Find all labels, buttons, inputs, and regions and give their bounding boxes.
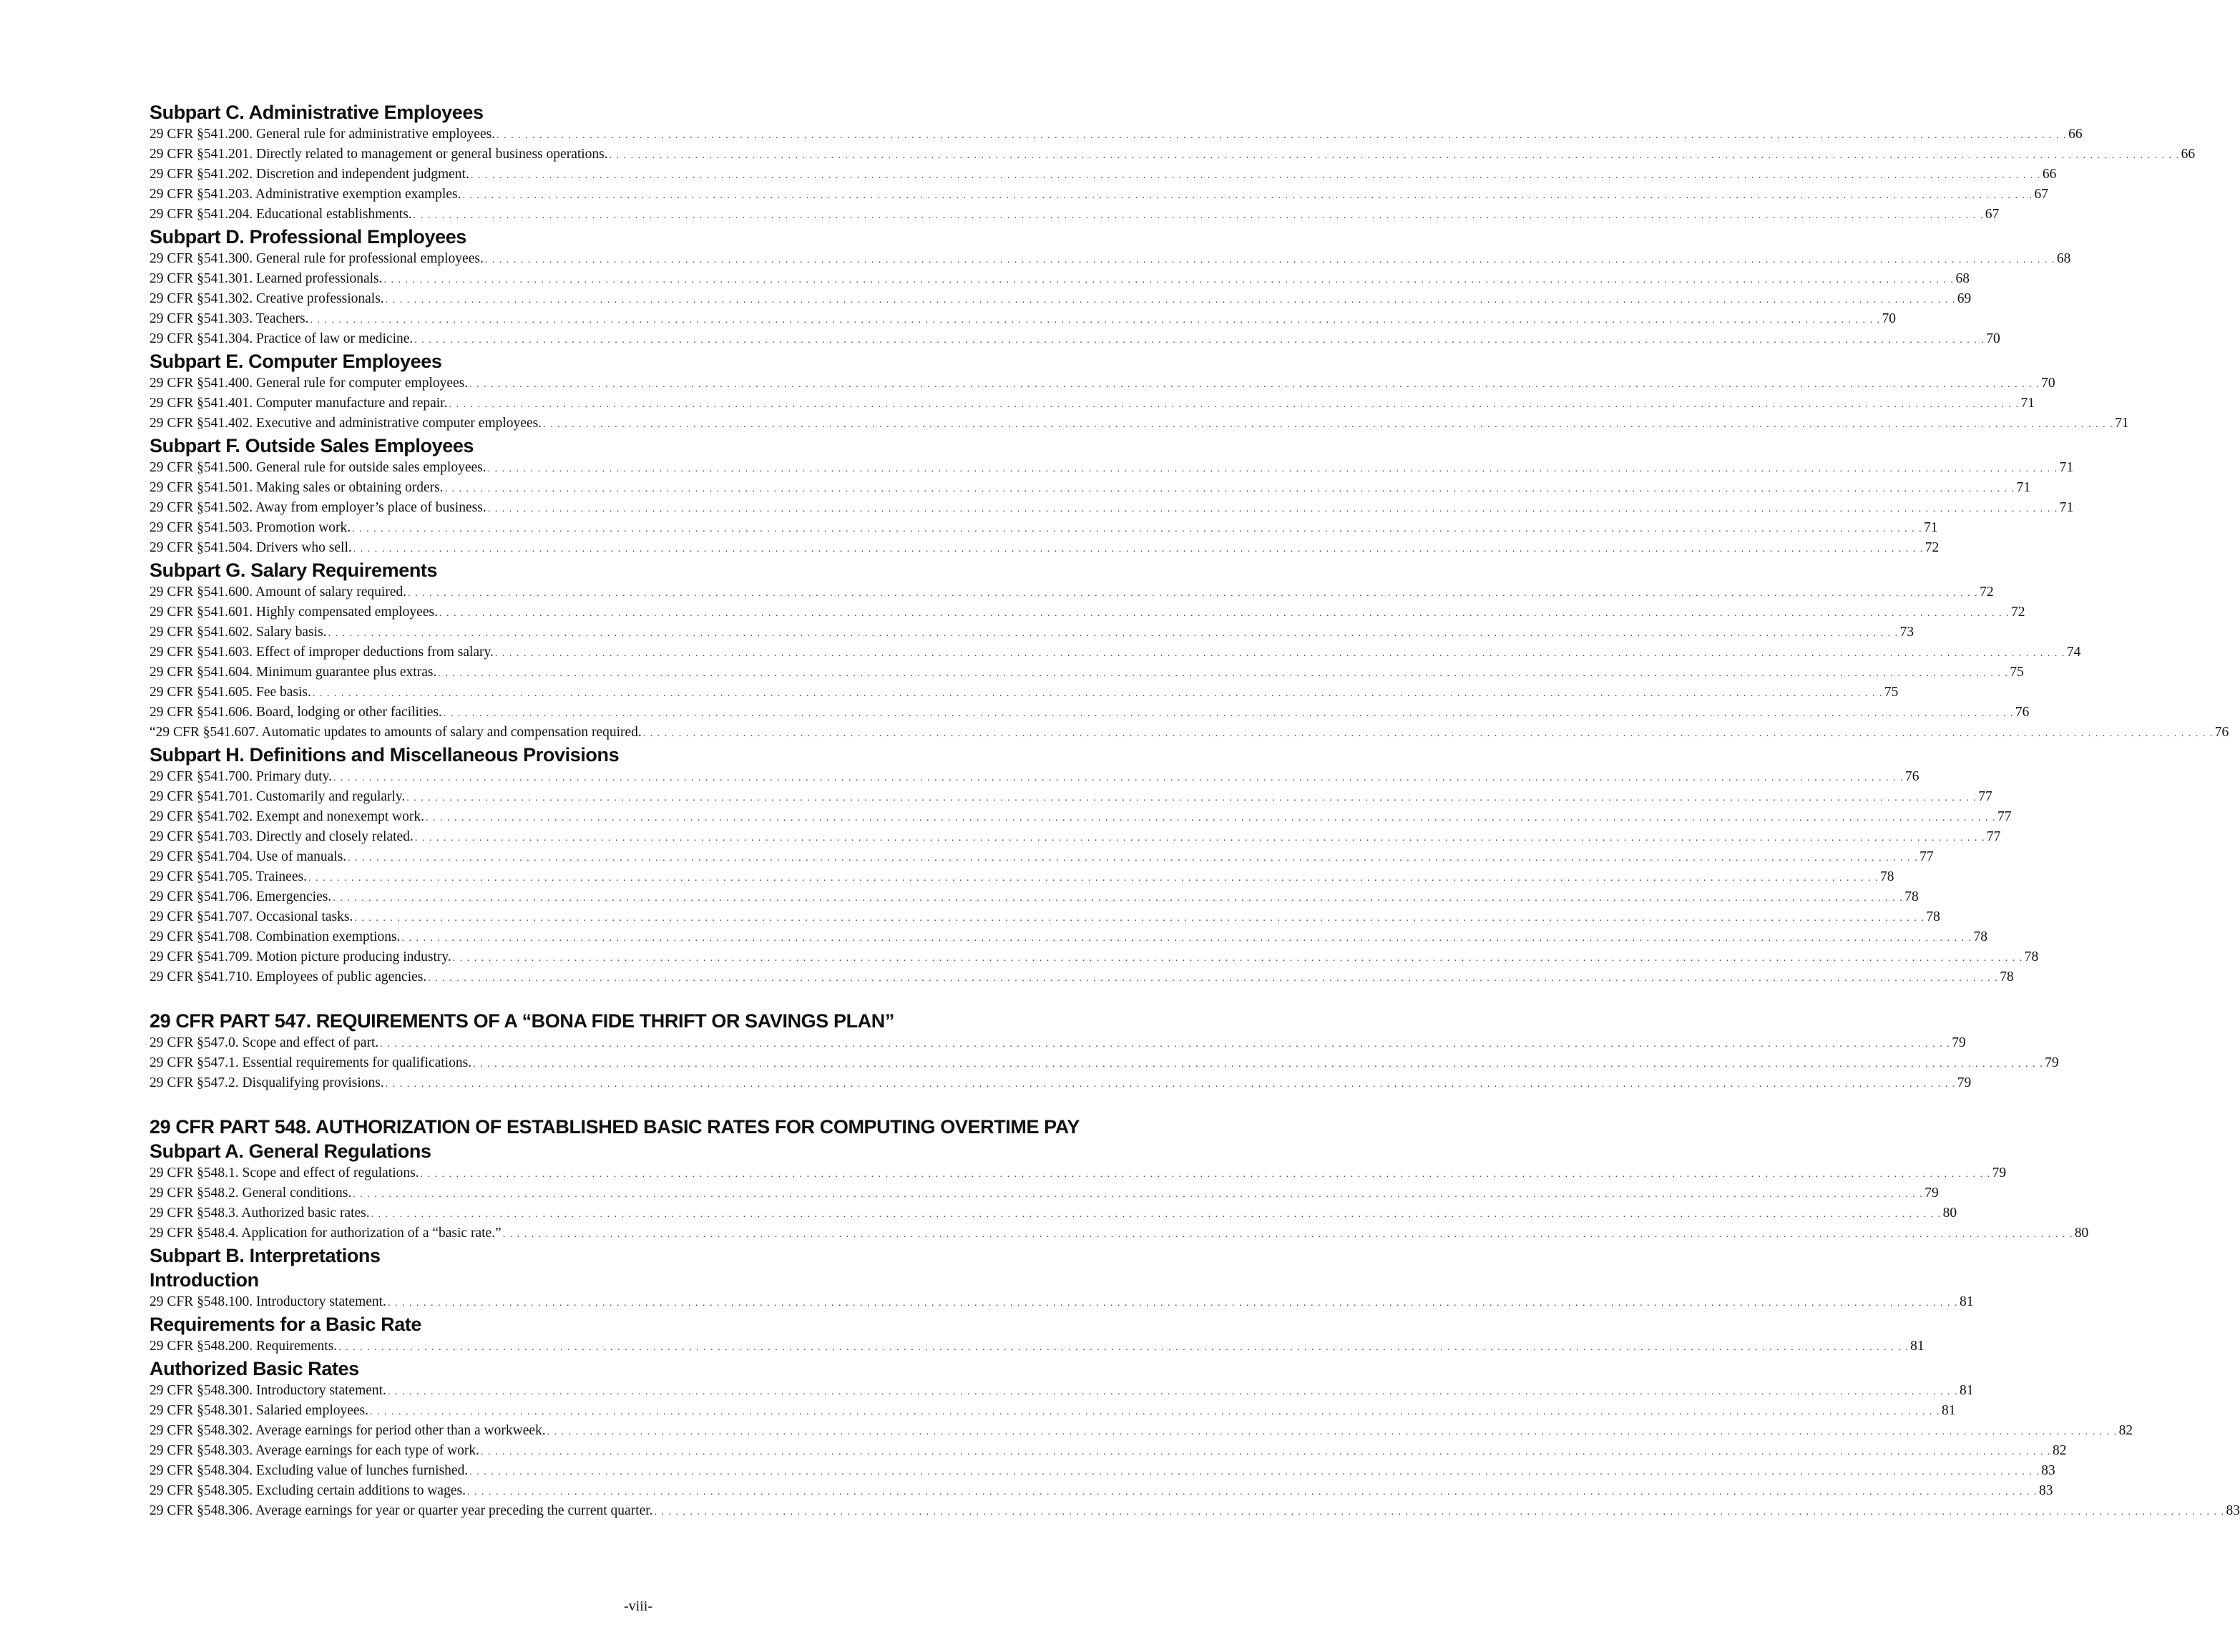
toc-entry-page-number: 70 (1986, 331, 2000, 346)
toc-entry-page-number: 70 (2041, 376, 2055, 391)
section-heading: Subpart B. Interpretations (150, 1245, 381, 1266)
toc-entry-title: 29 CFR §541.303. Teachers. (150, 311, 309, 326)
toc-entry[interactable] (150, 1053, 2059, 1073)
toc-entry-title: 29 CFR §548.301. Salaried employees. (150, 1403, 369, 1418)
toc-entry-title: 29 CFR §541.701. Customarily and regularly. (150, 789, 406, 804)
toc-entry[interactable] (150, 847, 1934, 867)
dot-leader: . . . . . . . . . . . . . . . . . . . . . . . . . . . . . . . . . . . . . . . . . . . . . . . . . . . . . . . . . . . . . . . . . . . . . . . . . . . . . . . . . . . . . . . . . . . . . . . . . . . . . . . . . . . . . . . . . . . . . . . . . . . . . . . . . . . . . . . . . . . . . . . . . . . . . . . . . . . . . . . . . . . . . . . . . . . . . . . . . . . . . . . . . . . . . . . . . . . . . . . . . . . . . . . . . . . . . . . . . . . . (348, 853, 1919, 864)
toc-entry[interactable] (150, 1441, 2067, 1461)
dot-leader: . . . . . . . . . . . . . . . . . . . . . . . . . . . . . . . . . . . . . . . . . . . . . . . . . . . . . . . . . . . . . . . . . . . . . . . . . . . . . . . . . . . . . . . . . . . . . . . . . . . . . . . . . . . . . . . . . . . . . . . . . . . . . . . . . . . . . . . . . . . . . . . . . . . . . . . . . . . . . . . . . . . . . . . . . . . . . . . . . . . . . . . . . . . . . . . . . . . . . . . . . . . . . . . . . . . . . . . . . . . . (414, 335, 1985, 346)
toc-entry[interactable] (150, 887, 1919, 907)
dot-leader: . . . . . . . . . . . . . . . . . . . . . . . . . . . . . . . . . . . . . . . . . . . . . . . . . . . . . . . . . . . . . . . . . . . . . . . . . . . . . . . . . . . . . . . . . . . . . . . . . . . . . . . . . . . . . . . . . . . . . . . . . . . . . . . . . . . . . . . . . . . . . . . . . . . . . . . . . . . . . . . . . . . . . . . . . . . . . . . . . . . . . . . . . . . . . . . . . . . . . . . . . . . . . . . . . . . . . . . . . . . . (387, 1298, 1958, 1309)
dot-leader: . . . . . . . . . . . . . . . . . . . . . . . . . . . . . . . . . . . . . . . . . . . . . . . . . . . . . . . . . . . . . . . . . . . . . . . . . . . . . . . . . . . . . . . . . . . . . . . . . . . . . . . . . . . . . . . . . . . . . . . . . . . . . . . . . . . . . . . . . . . . . . . . . . . . . . . . . . . . . . . . . . . . . . . . . . . . . . . . . . . . . . . . . . . . . . . . . . . . . . . . . . . . . . . . . . . . . . . . . . . . (642, 728, 2214, 739)
section-heading: Introduction (150, 1269, 259, 1291)
toc-entry-title: 29 CFR §548.3. Authorized basic rates. (150, 1206, 370, 1221)
toc-entry[interactable] (150, 967, 2014, 987)
toc-entry-title: 29 CFR §541.504. Drivers who sell. (150, 540, 352, 555)
toc-entry-page-number: 71 (2020, 396, 2035, 411)
toc-entry-title: 29 CFR §548.300. Introductory statement. (150, 1383, 386, 1398)
dot-leader: . . . . . . . . . . . . . . . . . . . . . . . . . . . . . . . . . . . . . . . . . . . . . . . . . . . . . . . . . . . . . . . . . . . . . . . . . . . . . . . . . . . . . . . . . . . . . . . . . . . . . . . . . . . . . . . . . . . . . . . . . . . . . . . . . . . . . . . . . . . . . . . . . . . . . . . . . . . . . . . . . . . . . . . . . . . . . . . . . . . . . . . . . . . . . . . . . . . . . . . . . . . . . . . . . . . . . . . . . . . . (473, 1059, 2044, 1070)
dot-leader: . . . . . . . . . . . . . . . . . . . . . . . . . . . . . . . . . . . . . . . . . . . . . . . . . . . . . . . . . . . . . . . . . . . . . . . . . . . . . . . . . . . . . . . . . . . . . . . . . . . . . . . . . . . . . . . . . . . . . . . . . . . . . . . . . . . . . . . . . . . . . . . . . . . . . . . . . . . . . . . . . . . . . . . . . . . . . . . . . . . . . . . . . . . . . . . . . . . . . . . . . . . . . . . . . . . . . . . . . . . . (380, 1039, 1951, 1050)
toc-entry-page-number: 72 (1924, 540, 1940, 555)
toc-entry-title: 29 CFR §541.603. Effect of improper deductions from salary. (150, 645, 494, 660)
toc-entry-title: “29 CFR §541.607. Automatic updates to amounts of salary and compensation required. (150, 725, 642, 740)
dot-leader: . . . . . . . . . . . . . . . . . . . . . . . . . . . . . . . . . . . . . . . . . . . . . . . . . . . . . . . . . . . . . . . . . . . . . . . . . . . . . . . . . . . . . . . . . . . . . . . . . . . . . . . . . . . . . . . . . . . . . . . . . . . . . . . . . . . . . . . . . . . . . . . . . . . . . . . . . . . . . . . . . . . . . . . . . . . . . . . . . . . . . . . . . . . . . . . . . . . . . . . . . . . . . . . . . . . . . . . . . . . . (385, 1079, 1956, 1090)
dot-leader: . . . . . . . . . . . . . . . . . . . . . . . . . . . . . . . . . . . . . . . . . . . . . . . . . . . . . . . . . . . . . . . . . . . . . . . . . . . . . . . . . . . . . . . . . . . . . . . . . . . . . . . . . . . . . . . . . . . . . . . . . . . . . . . . . . . . . . . . . . . . . . . . . . . . . . . . . . . . . . . . . . . . . . . . . . . . . . . . . . . . . . . . . . . . . . . . . . . . . . . . . . . . . . . . . . . . . . . . . . . . (543, 419, 2114, 430)
toc-entry-title: 29 CFR §548.2. General conditions. (150, 1186, 352, 1201)
toc-entry-title: 29 CFR §548.305. Excluding certain additions to wages. (150, 1483, 466, 1498)
toc-entry[interactable] (150, 518, 1938, 538)
toc-entry-page-number: 73 (1899, 625, 1914, 640)
toc-entry-page-number: 76 (1904, 769, 1919, 784)
dot-leader: . . . . . . . . . . . . . . . . . . . . . . . . . . . . . . . . . . . . . . . . . . . . . . . . . . . . . . . . . . . . . . . . . . . . . . . . . . . . . . . . . . . . . . . . . . . . . . . . . . . . . . . . . . . . . . . . . . . . . . . . . . . . . . . . . . . . . . . . . . . . . . . . . . . . . . . . . . . . . . . . . . . . . . . . . . . . . . . . . . . . . . . . . . . . . . . . . . . . . . . . . . . . . . . . . . . . . . . . . . . . (497, 130, 2068, 141)
toc-entry-page-number: 66 (2068, 127, 2083, 142)
toc-entry-page-number: 78 (2024, 949, 2039, 964)
dot-leader: . . . . . . . . . . . . . . . . . . . . . . . . . . . . . . . . . . . . . . . . . . . . . . . . . . . . . . . . . . . . . . . . . . . . . . . . . . . . . . . . . . . . . . . . . . . . . . . . . . . . . . . . . . . . . . . . . . . . . . . . . . . . . . . . . . . . . . . . . . . . . . . . . . . . . . . . . . . . . . . . . . . . . . . . . . . . . . . . . . . . . . . . . . . . . . . . . . . . . . . . . . . . . . . . . . . . . . . . . . . . (470, 170, 2041, 181)
toc-entry-page-number: 77 (1997, 809, 2012, 824)
section-heading: Authorized Basic Rates (150, 1358, 359, 1379)
toc-entry[interactable] (150, 1223, 2089, 1243)
dot-leader: . . . . . . . . . . . . . . . . . . . . . . . . . . . . . . . . . . . . . . . . . . . . . . . . . . . . . . . . . . . . . . . . . . . . . . . . . . . . . . . . . . . . . . . . . . . . . . . . . . . . . . . . . . . . . . . . . . . . . . . . . . . . . . . . . . . . . . . . . . . . . . . . . . . . . . . . . . . . . . . . . . . . . . . . . . . . . . . . . . . . . . . . . . . . . . . . . . . . . . . . . . . . . . . . . . . . . . . . . . . . (439, 608, 2010, 619)
dot-leader: . . . . . . . . . . . . . . . . . . . . . . . . . . . . . . . . . . . . . . . . . . . . . . . . . . . . . . . . . . . . . . . . . . . . . . . . . . . . . . . . . . . . . . . . . . . . . . . . . . . . . . . . . . . . . . . . . . . . . . . . . . . . . . . . . . . . . . . . . . . . . . . . . . . . . . . . . . . . . . . . . . . . . . . . . . . . . . . . . . . . . . . . . . . . . . . . . . . . . . . . . . . . . . . . . . . . . . . . . . . . (420, 1169, 1991, 1180)
dot-leader: . . . . . . . . . . . . . . . . . . . . . . . . . . . . . . . . . . . . . . . . . . . . . . . . . . . . . . . . . . . . . . . . . . . . . . . . . . . . . . . . . . . . . . . . . . . . . . . . . . . . . . . . . . . . . . . . . . . . . . . . . . . . . . . . . . . . . . . . . . . . . . . . . . . . . . . . . . . . . . . . . . . . . . . . . . . . . . . . . . . . . . . . . . . . . . . . . . . . . . . . . . . . . . . . . . . . . . . . . . . . (387, 1387, 1958, 1397)
toc-entry-title: 29 CFR §548.302. Average earnings for period other than a workweek. (150, 1423, 546, 1438)
toc-entry-title: 29 CFR §541.502. Away from employer’s place of business. (150, 500, 486, 515)
toc-entry[interactable] (150, 1461, 2055, 1481)
dot-leader: . . . . . . . . . . . . . . . . . . . . . . . . . . . . . . . . . . . . . . . . . . . . . . . . . . . . . . . . . . . . . . . . . . . . . . . . . . . . . . . . . . . . . . . . . . . . . . . . . . . . . . . . . . . . . . . . . . . . . . . . . . . . . . . . . . . . . . . . . . . . . . . . . . . . . . . . . . . . . . . . . . . . . . . . . . . . . . . . . . . . . . . . . . . . . . . . . . . . . . . . . . . . . . . . . . . . . . . . . . . . (338, 1342, 1909, 1353)
toc-entry-title: 29 CFR §541.604. Minimum guarantee plus extras. (150, 665, 437, 680)
toc-entry-page-number: 81 (1959, 1294, 1974, 1309)
toc-entry-title: 29 CFR §541.702. Exempt and nonexempt work. (150, 809, 425, 824)
toc-entry-title: 29 CFR §541.705. Trainees. (150, 869, 307, 884)
toc-entry-page-number: 75 (1884, 685, 1899, 700)
toc-entry-title: 29 CFR §547.2. Disqualifying provisions. (150, 1075, 384, 1090)
part-heading: 29 CFR PART 548. AUTHORIZATION OF ESTABLISHED BASIC RATES FOR COMPUTING OVERTIME PAY (150, 1116, 1080, 1138)
toc-entry[interactable] (150, 1073, 1972, 1093)
toc-entry-title: 29 CFR §541.200. General rule for administrative employees. (150, 127, 496, 142)
dot-leader: . . . . . . . . . . . . . . . . . . . . . . . . . . . . . . . . . . . . . . . . . . . . . . . . . . . . . . . . . . . . . . . . . . . . . . . . . . . . . . . . . . . . . . . . . . . . . . . . . . . . . . . . . . . . . . . . . . . . . . . . . . . . . . . . . . . . . . . . . . . . . . . . . . . . . . . . . . . . . . . . . . . . . . . . . . . . . . . . . . . . . . . . . . . . . . . . . . . . . . . . . . . . . . . . . . . . . . . . . . . . (487, 464, 2058, 474)
toc-entry-page-number: 82 (2053, 1443, 2067, 1458)
dot-leader: . . . . . . . . . . . . . . . . . . . . . . . . . . . . . . . . . . . . . . . . . . . . . . . . . . . . . . . . . . . . . . . . . . . . . . . . . . . . . . . . . . . . . . . . . . . . . . . . . . . . . . . . . . . . . . . . . . . . . . . . . . . . . . . . . . . . . . . . . . . . . . . . . . . . . . . . . . . . . . . . . . . . . . . . . . . . . . . . . . . . . . . . . . . . . . . . . . . . . . . . . . . . . . . . . . . . . . . . . . . . (487, 504, 2058, 514)
toc-entry[interactable] (150, 1203, 1957, 1223)
toc-entry[interactable] (150, 807, 2012, 827)
page-number: -viii- (624, 1598, 652, 1614)
toc-entry-page-number: 75 (2010, 665, 2024, 680)
toc-entry-title: 29 CFR §541.710. Employees of public agencies. (150, 969, 427, 984)
toc-entry[interactable] (150, 269, 1970, 289)
section-heading: Requirements for a Basic Rate (150, 1314, 422, 1335)
toc-entry[interactable] (150, 205, 2000, 225)
toc-entry-title: 29 CFR §541.202. Discretion and independent judgment. (150, 167, 469, 182)
toc-entry[interactable] (150, 145, 2196, 165)
toc-entry-page-number: 83 (2226, 1503, 2240, 1518)
section-heading: Subpart D. Professional Employees (150, 226, 466, 248)
toc-entry[interactable] (150, 663, 2024, 683)
toc-entry[interactable] (150, 1401, 1956, 1421)
dot-leader: . . . . . . . . . . . . . . . . . . . . . . . . . . . . . . . . . . . . . . . . . . . . . . . . . . . . . . . . . . . . . . . . . . . . . . . . . . . . . . . . . . . . . . . . . . . . . . . . . . . . . . . . . . . . . . . . . . . . . . . . . . . . . . . . . . . . . . . . . . . . . . . . . . . . . . . . . . . . . . . . . . . . . . . . . . . . . . . . . . . . . . . . . . . . . . . . . . . . . . . . . . . . . . . . . . . . . . . . . . . . (469, 1467, 2040, 1477)
toc-entry-page-number: 71 (2059, 500, 2074, 515)
dot-leader: . . . . . . . . . . . . . . . . . . . . . . . . . . . . . . . . . . . . . . . . . . . . . . . . . . . . . . . . . . . . . . . . . . . . . . . . . . . . . . . . . . . . . . . . . . . . . . . . . . . . . . . . . . . . . . . . . . . . . . . . . . . . . . . . . . . . . . . . . . . . . . . . . . . . . . . . . . . . . . . . . . . . . . . . . . . . . . . . . . . . . . . . . . . . . . . . . . . . . . . . . . . . . . . . . . . . . . . . . . . . (310, 315, 1881, 326)
dot-leader: . . . . . . . . . . . . . . . . . . . . . . . . . . . . . . . . . . . . . . . . . . . . . . . . . . . . . . . . . . . . . . . . . . . . . . . . . . . . . . . . . . . . . . . . . . . . . . . . . . . . . . . . . . . . . . . . . . . . . . . . . . . . . . . . . . . . . . . . . . . . . . . . . . . . . . . . . . . . . . . . . . . . . . . . . . . . . . . . . . . . . . . . . . . . . . . . . . . . . . . . . . . . . . . . . . . . . . . . . . . . (328, 628, 1899, 639)
dot-leader: . . . . . . . . . . . . . . . . . . . . . . . . . . . . . . . . . . . . . . . . . . . . . . . . . . . . . . . . . . . . . . . . . . . . . . . . . . . . . . . . . . . . . . . . . . . . . . . . . . . . . . . . . . . . . . . . . . . . . . . . . . . . . . . . . . . . . . . . . . . . . . . . . . . . . . . . . . . . . . . . . . . . . . . . . . . . . . . . . . . . . . . . . . . . . . . . . . . . . . . . . . . . . . . . . . . . . . . . . . . . (452, 953, 2023, 964)
toc-entry-page-number: 79 (1992, 1165, 2007, 1181)
dot-leader: . . . . . . . . . . . . . . . . . . . . . . . . . . . . . . . . . . . . . . . . . . . . . . . . . . . . . . . . . . . . . . . . . . . . . . . . . . . . . . . . . . . . . . . . . . . . . . . . . . . . . . . . . . . . . . . . . . . . . . . . . . . . . . . . . . . . . . . . . . . . . . . . . . . . . . . . . . . . . . . . . . . . . . . . . . . . . . . . . . . . . . . . . . . . . . . . . . . . . . . . . . . . . . . . . . . . . . . . . . . . (312, 688, 1883, 699)
toc-entry-page-number: 70 (1882, 311, 1897, 326)
dot-leader: . . . . . . . . . . . . . . . . . . . . . . . . . . . . . . . . . . . . . . . . . . . . . . . . . . . . . . . . . . . . . . . . . . . . . . . . . . . . . . . . . . . . . . . . . . . . . . . . . . . . . . . . . . . . . . . . . . . . . . . . . . . . . . . . . . . . . . . . . . . . . . . . . . . . . . . . . . . . . . . . . . . . . . . . . . . . . . . . . . . . . . . . . . . . . . . . . . . . . . . . . . . . . . . . . . . . . . . . . . . . (466, 1487, 2038, 1497)
toc-entry[interactable] (150, 1183, 1939, 1203)
toc-entry-title: 29 CFR §541.400. General rule for computer employees. (150, 376, 469, 391)
toc-entry[interactable] (150, 622, 1914, 642)
toc-entry-title: 29 CFR §541.707. Occasional tasks. (150, 909, 353, 924)
toc-entry[interactable] (150, 498, 2074, 518)
toc-entry-page-number: 78 (1879, 869, 1894, 884)
dot-leader: . . . . . . . . . . . . . . . . . . . . . . . . . . . . . . . . . . . . . . . . . . . . . . . . . . . . . . . . . . . . . . . . . . . . . . . . . . . . . . . . . . . . . . . . . . . . . . . . . . . . . . . . . . . . . . . . . . . . . . . . . . . . . . . . . . . . . . . . . . . . . . . . . . . . . . . . . . . . . . . . . . . . . . . . . . . . . . . . . . . . . . . . . . . . . . . . . . . . . . . . . . . . . . . . . . . . . . . . . . . . (547, 1427, 2118, 1437)
toc-entry-title: 29 CFR §547.0. Scope and effect of part. (150, 1035, 379, 1050)
toc-entry[interactable] (150, 907, 1940, 927)
section-heading: Subpart G. Salary Requirements (150, 559, 438, 581)
toc-entry-title: 29 CFR §541.600. Amount of salary required. (150, 585, 407, 600)
dot-leader: . . . . . . . . . . . . . . . . . . . . . . . . . . . . . . . . . . . . . . . . . . . . . . . . . . . . . . . . . . . . . . . . . . . . . . . . . . . . . . . . . . . . . . . . . . . . . . . . . . . . . . . . . . . . . . . . . . . . . . . . . . . . . . . . . . . . . . . . . . . . . . . . . . . . . . . . . . . . . . . . . . . . . . . . . . . . . . . . . . . . . . . . . . . . . . . . . . . . . . . . . . . . . . . . . . . . . . . . . . . . (444, 484, 2015, 494)
section-heading: Subpart F. Outside Sales Employees (150, 435, 474, 456)
toc-entry[interactable] (150, 867, 1894, 887)
toc-entry[interactable] (150, 767, 1919, 787)
toc-entry-title: 29 CFR §541.301. Learned professionals. (150, 271, 383, 286)
toc-entry[interactable] (150, 1033, 1966, 1053)
toc-entry[interactable] (150, 309, 1897, 329)
dot-leader: . . . . . . . . . . . . . . . . . . . . . . . . . . . . . . . . . . . . . . . . . . . . . . . . . . . . . . . . . . . . . . . . . . . . . . . . . . . . . . . . . . . . . . . . . . . . . . . . . . . . . . . . . . . . . . . . . . . . . . . . . . . . . . . . . . . . . . . . . . . . . . . . . . . . . . . . . . . . . . . . . . . . . . . . . . . . . . . . . . . . . . . . . . . . . . . . . . . . . . . . . . . . . . . . . . . . . . . . . . . . (449, 399, 2020, 410)
toc-entry-page-number: 68 (2056, 251, 2071, 266)
toc-entry-page-number: 72 (1980, 585, 1994, 600)
part-heading: 29 CFR PART 547. REQUIREMENTS OF A “BONA FIDE THRIFT OR SAVINGS PLAN” (150, 1010, 894, 1032)
toc-entry-title: 29 CFR §548.306. Average earnings for year or quarter year preceding the current quarter. (150, 1503, 653, 1518)
toc-entry[interactable] (150, 394, 2035, 414)
dot-leader: . . . . . . . . . . . . . . . . . . . . . . . . . . . . . . . . . . . . . . . . . . . . . . . . . . . . . . . . . . . . . . . . . . . . . . . . . . . . . . . . . . . . . . . . . . . . . . . . . . . . . . . . . . . . . . . . . . . . . . . . . . . . . . . . . . . . . . . . . . . . . . . . . . . . . . . . . . . . . . . . . . . . . . . . . . . . . . . . . . . . . . . . . . . . . . . . . . . . . . . . . . . . . . . . . . . . . . . . . . . . (371, 1209, 1942, 1220)
toc-entry-page-number: 76 (2015, 705, 2030, 720)
toc-entry-title: 29 CFR §541.500. General rule for outside sales employees. (150, 460, 486, 475)
toc-entry-title: 29 CFR §548.303. Average earnings for each type of work. (150, 1443, 480, 1458)
toc-entry[interactable] (150, 927, 1987, 947)
dot-leader: . . . . . . . . . . . . . . . . . . . . . . . . . . . . . . . . . . . . . . . . . . . . . . . . . . . . . . . . . . . . . . . . . . . . . . . . . . . . . . . . . . . . . . . . . . . . . . . . . . . . . . . . . . . . . . . . . . . . . . . . . . . . . . . . . . . . . . . . . . . . . . . . . . . . . . . . . . . . . . . . . . . . . . . . . . . . . . . . . . . . . . . . . . . . . . . . . . . . . . . . . . . . . . . . . . . . . . . . . . . . (609, 150, 2180, 161)
dot-leader: . . . . . . . . . . . . . . . . . . . . . . . . . . . . . . . . . . . . . . . . . . . . . . . . . . . . . . . . . . . . . . . . . . . . . . . . . . . . . . . . . . . . . . . . . . . . . . . . . . . . . . . . . . . . . . . . . . . . . . . . . . . . . . . . . . . . . . . . . . . . . . . . . . . . . . . . . . . . . . . . . . . . . . . . . . . . . . . . . . . . . . . . . . . . . . . . . . . . . . . . . . . . . . . . . . . . . . . . . . . . (352, 524, 1923, 534)
dot-leader: . . . . . . . . . . . . . . . . . . . . . . . . . . . . . . . . . . . . . . . . . . . . . . . . . . . . . . . . . . . . . . . . . . . . . . . . . . . . . . . . . . . . . . . . . . . . . . . . . . . . . . . . . . . . . . . . . . . . . . . . . . . . . . . . . . . . . . . . . . . . . . . . . . . . . . . . . . . . . . . . . . . . . . . . . . . . . . . . . . . . . . . . . . . . . . . . . . . . . . . . . . . . . . . . . . . . . . . . . . . . (370, 1407, 1941, 1417)
toc-entry-page-number: 77 (1978, 789, 1992, 804)
toc-entry[interactable] (150, 1421, 2133, 1441)
section-heading: Subpart A. General Regulations (150, 1140, 431, 1162)
toc-entry-title: 29 CFR §541.703. Directly and closely related. (150, 829, 414, 844)
toc-entry-page-number: 71 (2016, 480, 2031, 495)
dot-leader: . . . . . . . . . . . . . . . . . . . . . . . . . . . . . . . . . . . . . . . . . . . . . . . . . . . . . . . . . . . . . . . . . . . . . . . . . . . . . . . . . . . . . . . . . . . . . . . . . . . . . . . . . . . . . . . . . . . . . . . . . . . . . . . . . . . . . . . . . . . . . . . . . . . . . . . . . . . . . . . . . . . . . . . . . . . . . . . . . . . . . . . . . . . . . . . . . . . . . . . . . . . . . . . . . . . . . . . . . . . . (413, 210, 1984, 221)
toc-entry-page-number: 77 (1986, 829, 2001, 844)
toc-entry-page-number: 78 (1904, 889, 1919, 904)
toc-entry-page-number: 76 (2214, 725, 2229, 740)
toc-entry[interactable] (150, 1501, 2240, 1521)
dot-leader: . . . . . . . . . . . . . . . . . . . . . . . . . . . . . . . . . . . . . . . . . . . . . . . . . . . . . . . . . . . . . . . . . . . . . . . . . . . . . . . . . . . . . . . . . . . . . . . . . . . . . . . . . . . . . . . . . . . . . . . . . . . . . . . . . . . . . . . . . . . . . . . . . . . . . . . . . . . . . . . . . . . . . . . . . . . . . . . . . . . . . . . . . . . . . . . . . . . . . . . . . . . . . . . . . . . . . . . . . . . . (443, 708, 2014, 719)
dot-leader: . . . . . . . . . . . . . . . . . . . . . . . . . . . . . . . . . . . . . . . . . . . . . . . . . . . . . . . . . . . . . . . . . . . . . . . . . . . . . . . . . . . . . . . . . . . . . . . . . . . . . . . . . . . . . . . . . . . . . . . . . . . . . . . . . . . . . . . . . . . . . . . . . . . . . . . . . . . . . . . . . . . . . . . . . . . . . . . . . . . . . . . . . . . . . . . . . . . . . . . . . . . . . . . . . . . . . . . . . . . . (462, 190, 2033, 201)
toc-entry-title: 29 CFR §548.304. Excluding value of lunches furnished. (150, 1463, 469, 1478)
toc-entry-page-number: 69 (1957, 291, 1972, 306)
toc-entry-title: 29 CFR §541.203. Administrative exemption examples. (150, 187, 461, 202)
toc-entry-page-number: 83 (2038, 1483, 2053, 1498)
dot-leader: . . . . . . . . . . . . . . . . . . . . . . . . . . . . . . . . . . . . . . . . . . . . . . . . . . . . . . . . . . . . . . . . . . . . . . . . . . . . . . . . . . . . . . . . . . . . . . . . . . . . . . . . . . . . . . . . . . . . . . . . . . . . . . . . . . . . . . . . . . . . . . . . . . . . . . . . . . . . . . . . . . . . . . . . . . . . . . . . . . . . . . . . . . . . . . . . . . . . . . . . . . . . . . . . . . . . . . . . . . . . (484, 255, 2055, 265)
toc-entry[interactable] (150, 703, 2030, 723)
toc-entry-page-number: 68 (1955, 271, 1970, 286)
toc-entry[interactable] (150, 289, 1972, 309)
toc-entry-page-number: 79 (1957, 1075, 1972, 1090)
toc-entry-page-number: 80 (2074, 1226, 2089, 1241)
toc-entry[interactable] (150, 185, 2048, 205)
toc-entry-page-number: 83 (2041, 1463, 2055, 1478)
toc-entry-title: 29 CFR §541.601. Highly compensated employees. (150, 605, 438, 620)
toc-entry-title: 29 CFR §541.300. General rule for professional employees. (150, 251, 484, 266)
toc-entry-page-number: 74 (2066, 645, 2081, 660)
toc-entry-page-number: 67 (1985, 207, 2000, 222)
toc-entry-title: 29 CFR §541.401. Computer manufacture and repair. (150, 396, 448, 411)
dot-leader: . . . . . . . . . . . . . . . . . . . . . . . . . . . . . . . . . . . . . . . . . . . . . . . . . . . . . . . . . . . . . . . . . . . . . . . . . . . . . . . . . . . . . . . . . . . . . . . . . . . . . . . . . . . . . . . . . . . . . . . . . . . . . . . . . . . . . . . . . . . . . . . . . . . . . . . . . . . . . . . . . . . . . . . . . . . . . . . . . . . . . . . . . . . . . . . . . . . . . . . . . . . . . . . . . . . . . . . . . . . . (408, 588, 1979, 599)
toc-entry-title: 29 CFR §541.602. Salary basis. (150, 625, 327, 640)
dot-leader: . . . . . . . . . . . . . . . . . . . . . . . . . . . . . . . . . . . . . . . . . . . . . . . . . . . . . . . . . . . . . . . . . . . . . . . . . . . . . . . . . . . . . . . . . . . . . . . . . . . . . . . . . . . . . . . . . . . . . . . . . . . . . . . . . . . . . . . . . . . . . . . . . . . . . . . . . . . . . . . . . . . . . . . . . . . . . . . . . . . . . . . . . . . . . . . . . . . . . . . . . . . . . . . . . . . . . . . . . . . . (654, 1507, 2225, 1517)
toc-entry[interactable] (150, 538, 1940, 558)
table-of-contents (150, 100, 2240, 1521)
dot-leader: . . . . . . . . . . . . . . . . . . . . . . . . . . . . . . . . . . . . . . . . . . . . . . . . . . . . . . . . . . . . . . . . . . . . . . . . . . . . . . . . . . . . . . . . . . . . . . . . . . . . . . . . . . . . . . . . . . . . . . . . . . . . . . . . . . . . . . . . . . . . . . . . . . . . . . . . . . . . . . . . . . . . . . . . . . . . . . . . . . . . . . . . . . . . . . . . . . . . . . . . . . . . . . . . . . . . . . . . . . . . (469, 379, 2040, 390)
toc-entry[interactable] (150, 827, 2001, 847)
dot-leader: . . . . . . . . . . . . . . . . . . . . . . . . . . . . . . . . . . . . . . . . . . . . . . . . . . . . . . . . . . . . . . . . . . . . . . . . . . . . . . . . . . . . . . . . . . . . . . . . . . . . . . . . . . . . . . . . . . . . . . . . . . . . . . . . . . . . . . . . . . . . . . . . . . . . . . . . . . . . . . . . . . . . . . . . . . . . . . . . . . . . . . . . . . . . . . . . . . . . . . . . . . . . . . . . . . . . . . . . . . . . (494, 648, 2065, 659)
toc-entry-page-number: 66 (2042, 167, 2057, 182)
toc-entry-title: 29 CFR §541.700. Primary duty. (150, 769, 332, 784)
toc-entry[interactable] (150, 1481, 2053, 1501)
dot-leader: . . . . . . . . . . . . . . . . . . . . . . . . . . . . . . . . . . . . . . . . . . . . . . . . . . . . . . . . . . . . . . . . . . . . . . . . . . . . . . . . . . . . . . . . . . . . . . . . . . . . . . . . . . . . . . . . . . . . . . . . . . . . . . . . . . . . . . . . . . . . . . . . . . . . . . . . . . . . . . . . . . . . . . . . . . . . . . . . . . . . . . . . . . . . . . . . . . . . . . . . . . . . . . . . . . . . . . . . . . . . (438, 668, 2009, 679)
toc-entry[interactable] (150, 642, 2081, 663)
toc-entry-page-number: 82 (2118, 1423, 2133, 1438)
toc-entry[interactable] (150, 373, 2055, 394)
toc-entry-title: 29 CFR §541.204. Educational establishments. (150, 207, 412, 222)
toc-entry-title: 29 CFR §541.503. Promotion work. (150, 520, 351, 535)
toc-entry[interactable] (150, 329, 2000, 349)
toc-entry-page-number: 67 (2034, 187, 2048, 202)
dot-leader: . . . . . . . . . . . . . . . . . . . . . . . . . . . . . . . . . . . . . . . . . . . . . . . . . . . . . . . . . . . . . . . . . . . . . . . . . . . . . . . . . . . . . . . . . . . . . . . . . . . . . . . . . . . . . . . . . . . . . . . . . . . . . . . . . . . . . . . . . . . . . . . . . . . . . . . . . . . . . . . . . . . . . . . . . . . . . . . . . . . . . . . . . . . . . . . . . . . . . . . . . . . . . . . . . . . . . . . . . . . . (383, 275, 1955, 285)
dot-leader: . . . . . . . . . . . . . . . . . . . . . . . . . . . . . . . . . . . . . . . . . . . . . . . . . . . . . . . . . . . . . . . . . . . . . . . . . . . . . . . . . . . . . . . . . . . . . . . . . . . . . . . . . . . . . . . . . . . . . . . . . . . . . . . . . . . . . . . . . . . . . . . . . . . . . . . . . . . . . . . . . . . . . . . . . . . . . . . . . . . . . . . . . . . . . . . . . . . . . . . . . . . . . . . . . . . . . . . . . . . . (406, 793, 1977, 803)
dot-leader: . . . . . . . . . . . . . . . . . . . . . . . . . . . . . . . . . . . . . . . . . . . . . . . . . . . . . . . . . . . . . . . . . . . . . . . . . . . . . . . . . . . . . . . . . . . . . . . . . . . . . . . . . . . . . . . . . . . . . . . . . . . . . . . . . . . . . . . . . . . . . . . . . . . . . . . . . . . . . . . . . . . . . . . . . . . . . . . . . . . . . . . . . . . . . . . . . . . . . . . . . . . . . . . . . . . . . . . . . . . . (414, 833, 1985, 844)
toc-entry[interactable] (150, 1292, 1974, 1312)
toc-entry-page-number: 78 (2000, 969, 2014, 984)
toc-entry-page-number: 79 (2045, 1055, 2059, 1070)
toc-entry-title: 29 CFR §548.1. Scope and effect of regulations. (150, 1165, 419, 1181)
dot-leader: . . . . . . . . . . . . . . . . . . . . . . . . . . . . . . . . . . . . . . . . . . . . . . . . . . . . . . . . . . . . . . . . . . . . . . . . . . . . . . . . . . . . . . . . . . . . . . . . . . . . . . . . . . . . . . . . . . . . . . . . . . . . . . . . . . . . . . . . . . . . . . . . . . . . . . . . . . . . . . . . . . . . . . . . . . . . . . . . . . . . . . . . . . . . . . . . . . . . . . . . . . . . . . . . . . . . . . . . . . . . (308, 873, 1879, 884)
toc-entry-page-number: 72 (2010, 605, 2025, 620)
dot-leader: . . . . . . . . . . . . . . . . . . . . . . . . . . . . . . . . . . . . . . . . . . . . . . . . . . . . . . . . . . . . . . . . . . . . . . . . . . . . . . . . . . . . . . . . . . . . . . . . . . . . . . . . . . . . . . . . . . . . . . . . . . . . . . . . . . . . . . . . . . . . . . . . . . . . . . . . . . . . . . . . . . . . . . . . . . . . . . . . . . . . . . . . . . . . . . . . . . . . . . . . . . . . . . . . . . . . . . . . . . . . (428, 973, 1999, 984)
toc-entry[interactable] (150, 787, 1992, 807)
dot-leader: . . . . . . . . . . . . . . . . . . . . . . . . . . . . . . . . . . . . . . . . . . . . . . . . . . . . . . . . . . . . . . . . . . . . . . . . . . . . . . . . . . . . . . . . . . . . . . . . . . . . . . . . . . . . . . . . . . . . . . . . . . . . . . . . . . . . . . . . . . . . . . . . . . . . . . . . . . . . . . . . . . . . . . . . . . . . . . . . . . . . . . . . . . . . . . . . . . . . . . . . . . . . . . . . . . . . . . . . . . . . (385, 295, 1956, 306)
toc-entry-page-number: 80 (1942, 1206, 1957, 1221)
dot-leader: . . . . . . . . . . . . . . . . . . . . . . . . . . . . . . . . . . . . . . . . . . . . . . . . . . . . . . . . . . . . . . . . . . . . . . . . . . . . . . . . . . . . . . . . . . . . . . . . . . . . . . . . . . . . . . . . . . . . . . . . . . . . . . . . . . . . . . . . . . . . . . . . . . . . . . . . . . . . . . . . . . . . . . . . . . . . . . . . . . . . . . . . . . . . . . . . . . . . . . . . . . . . . . . . . . . . . . . . . . . . (502, 1229, 2073, 1240)
toc-entry[interactable] (150, 582, 1994, 602)
toc-entry-page-number: 81 (1942, 1403, 1956, 1418)
section-heading: Subpart H. Definitions and Miscellaneous Provisions (150, 744, 620, 766)
toc-entry-title: 29 CFR §548.100. Introductory statement. (150, 1294, 386, 1309)
toc-entry-title: 29 CFR §541.201. Directly related to management or general business operations. (150, 147, 608, 162)
toc-entry[interactable] (150, 414, 2129, 434)
dot-leader: . . . . . . . . . . . . . . . . . . . . . . . . . . . . . . . . . . . . . . . . . . . . . . . . . . . . . . . . . . . . . . . . . . . . . . . . . . . . . . . . . . . . . . . . . . . . . . . . . . . . . . . . . . . . . . . . . . . . . . . . . . . . . . . . . . . . . . . . . . . . . . . . . . . . . . . . . . . . . . . . . . . . . . . . . . . . . . . . . . . . . . . . . . . . . . . . . . . . . . . . . . . . . . . . . . . . . . . . . . . . (481, 1447, 2052, 1457)
toc-entry[interactable] (150, 1336, 1924, 1357)
toc-entry[interactable] (150, 723, 2229, 743)
toc-entry-page-number: 79 (1924, 1186, 1939, 1201)
dot-leader: . . . . . . . . . . . . . . . . . . . . . . . . . . . . . . . . . . . . . . . . . . . . . . . . . . . . . . . . . . . . . . . . . . . . . . . . . . . . . . . . . . . . . . . . . . . . . . . . . . . . . . . . . . . . . . . . . . . . . . . . . . . . . . . . . . . . . . . . . . . . . . . . . . . . . . . . . . . . . . . . . . . . . . . . . . . . . . . . . . . . . . . . . . . . . . . . . . . . . . . . . . . . . . . . . . . . . . . . . . . . (354, 913, 1925, 924)
toc-entry[interactable] (150, 683, 1899, 703)
toc-entry-page-number: 81 (1910, 1339, 1924, 1354)
section-heading: Subpart E. Computer Employees (150, 351, 442, 372)
toc-entry-title: 29 CFR §548.200. Requirements. (150, 1339, 338, 1354)
toc-entry[interactable] (150, 1163, 2007, 1183)
toc-entry-page-number: 71 (2115, 416, 2129, 431)
toc-entry-title: 29 CFR §541.402. Executive and administrative computer employees. (150, 416, 542, 431)
toc-entry-page-number: 77 (1919, 849, 1934, 864)
toc-entry-title: 29 CFR §548.4. Application for authorization of a “basic rate.” (150, 1226, 502, 1241)
toc-entry[interactable] (150, 249, 2071, 269)
toc-entry-title: 29 CFR §541.704. Use of manuals. (150, 849, 347, 864)
toc-entry-page-number: 78 (1926, 909, 1940, 924)
toc-entry-title: 29 CFR §541.605. Fee basis. (150, 685, 311, 700)
dot-leader: . . . . . . . . . . . . . . . . . . . . . . . . . . . . . . . . . . . . . . . . . . . . . . . . . . . . . . . . . . . . . . . . . . . . . . . . . . . . . . . . . . . . . . . . . . . . . . . . . . . . . . . . . . . . . . . . . . . . . . . . . . . . . . . . . . . . . . . . . . . . . . . . . . . . . . . . . . . . . . . . . . . . . . . . . . . . . . . . . . . . . . . . . . . . . . . . . . . . . . . . . . . . . . . . . . . . . . . . . . . . (333, 773, 1904, 783)
section-heading: Subpart C. Administrative Employees (150, 102, 484, 123)
toc-entry[interactable] (150, 458, 2074, 478)
toc-entry[interactable] (150, 124, 2083, 145)
toc-entry-title: 29 CFR §541.606. Board, lodging or other facilities. (150, 705, 442, 720)
toc-entry-page-number: 71 (2059, 460, 2074, 475)
toc-entry[interactable] (150, 1381, 1974, 1401)
toc-entry-page-number: 78 (1973, 929, 1987, 944)
toc-entry[interactable] (150, 947, 2039, 967)
dot-leader: . . . . . . . . . . . . . . . . . . . . . . . . . . . . . . . . . . . . . . . . . . . . . . . . . . . . . . . . . . . . . . . . . . . . . . . . . . . . . . . . . . . . . . . . . . . . . . . . . . . . . . . . . . . . . . . . . . . . . . . . . . . . . . . . . . . . . . . . . . . . . . . . . . . . . . . . . . . . . . . . . . . . . . . . . . . . . . . . . . . . . . . . . . . . . . . . . . . . . . . . . . . . . . . . . . . . . . . . . . . . (401, 933, 1972, 944)
dot-leader: . . . . . . . . . . . . . . . . . . . . . . . . . . . . . . . . . . . . . . . . . . . . . . . . . . . . . . . . . . . . . . . . . . . . . . . . . . . . . . . . . . . . . . . . . . . . . . . . . . . . . . . . . . . . . . . . . . . . . . . . . . . . . . . . . . . . . . . . . . . . . . . . . . . . . . . . . . . . . . . . . . . . . . . . . . . . . . . . . . . . . . . . . . . . . . . . . . . . . . . . . . . . . . . . . . . . . . . . . . . . (353, 544, 1924, 554)
toc-entry-page-number: 66 (2181, 147, 2196, 162)
toc-entry-page-number: 81 (1959, 1383, 1974, 1398)
toc-entry-title: 29 CFR §541.501. Making sales or obtaining orders. (150, 480, 444, 495)
dot-leader: . . . . . . . . . . . . . . . . . . . . . . . . . . . . . . . . . . . . . . . . . . . . . . . . . . . . . . . . . . . . . . . . . . . . . . . . . . . . . . . . . . . . . . . . . . . . . . . . . . . . . . . . . . . . . . . . . . . . . . . . . . . . . . . . . . . . . . . . . . . . . . . . . . . . . . . . . . . . . . . . . . . . . . . . . . . . . . . . . . . . . . . . . . . . . . . . . . . . . . . . . . . . . . . . . . . . . . . . . . . . (426, 813, 1997, 823)
toc-entry-title: 29 CFR §541.709. Motion picture producing industry. (150, 949, 451, 964)
toc-entry-title: 29 CFR §541.708. Combination exemptions. (150, 929, 401, 944)
toc-entry-page-number: 71 (1924, 520, 1938, 535)
dot-leader: . . . . . . . . . . . . . . . . . . . . . . . . . . . . . . . . . . . . . . . . . . . . . . . . . . . . . . . . . . . . . . . . . . . . . . . . . . . . . . . . . . . . . . . . . . . . . . . . . . . . . . . . . . . . . . . . . . . . . . . . . . . . . . . . . . . . . . . . . . . . . . . . . . . . . . . . . . . . . . . . . . . . . . . . . . . . . . . . . . . . . . . . . . . . . . . . . . . . . . . . . . . . . . . . . . . . . . . . . . . . (333, 893, 1904, 904)
toc-entry[interactable] (150, 165, 2057, 185)
toc-entry[interactable] (150, 478, 2031, 498)
dot-leader: . . . . . . . . . . . . . . . . . . . . . . . . . . . . . . . . . . . . . . . . . . . . . . . . . . . . . . . . . . . . . . . . . . . . . . . . . . . . . . . . . . . . . . . . . . . . . . . . . . . . . . . . . . . . . . . . . . . . . . . . . . . . . . . . . . . . . . . . . . . . . . . . . . . . . . . . . . . . . . . . . . . . . . . . . . . . . . . . . . . . . . . . . . . . . . . . . . . . . . . . . . . . . . . . . . . . . . . . . . . . (353, 1189, 1924, 1200)
toc-entry-title: 29 CFR §547.1. Essential requirements for qualifications. (150, 1055, 472, 1070)
toc-entry-title: 29 CFR §541.706. Emergencies. (150, 889, 332, 904)
toc-entry-page-number: 79 (1952, 1035, 1966, 1050)
toc-entry-title: 29 CFR §541.304. Practice of law or medicine. (150, 331, 414, 346)
toc-entry-title: 29 CFR §541.302. Creative professionals. (150, 291, 384, 306)
toc-entry[interactable] (150, 602, 2025, 622)
